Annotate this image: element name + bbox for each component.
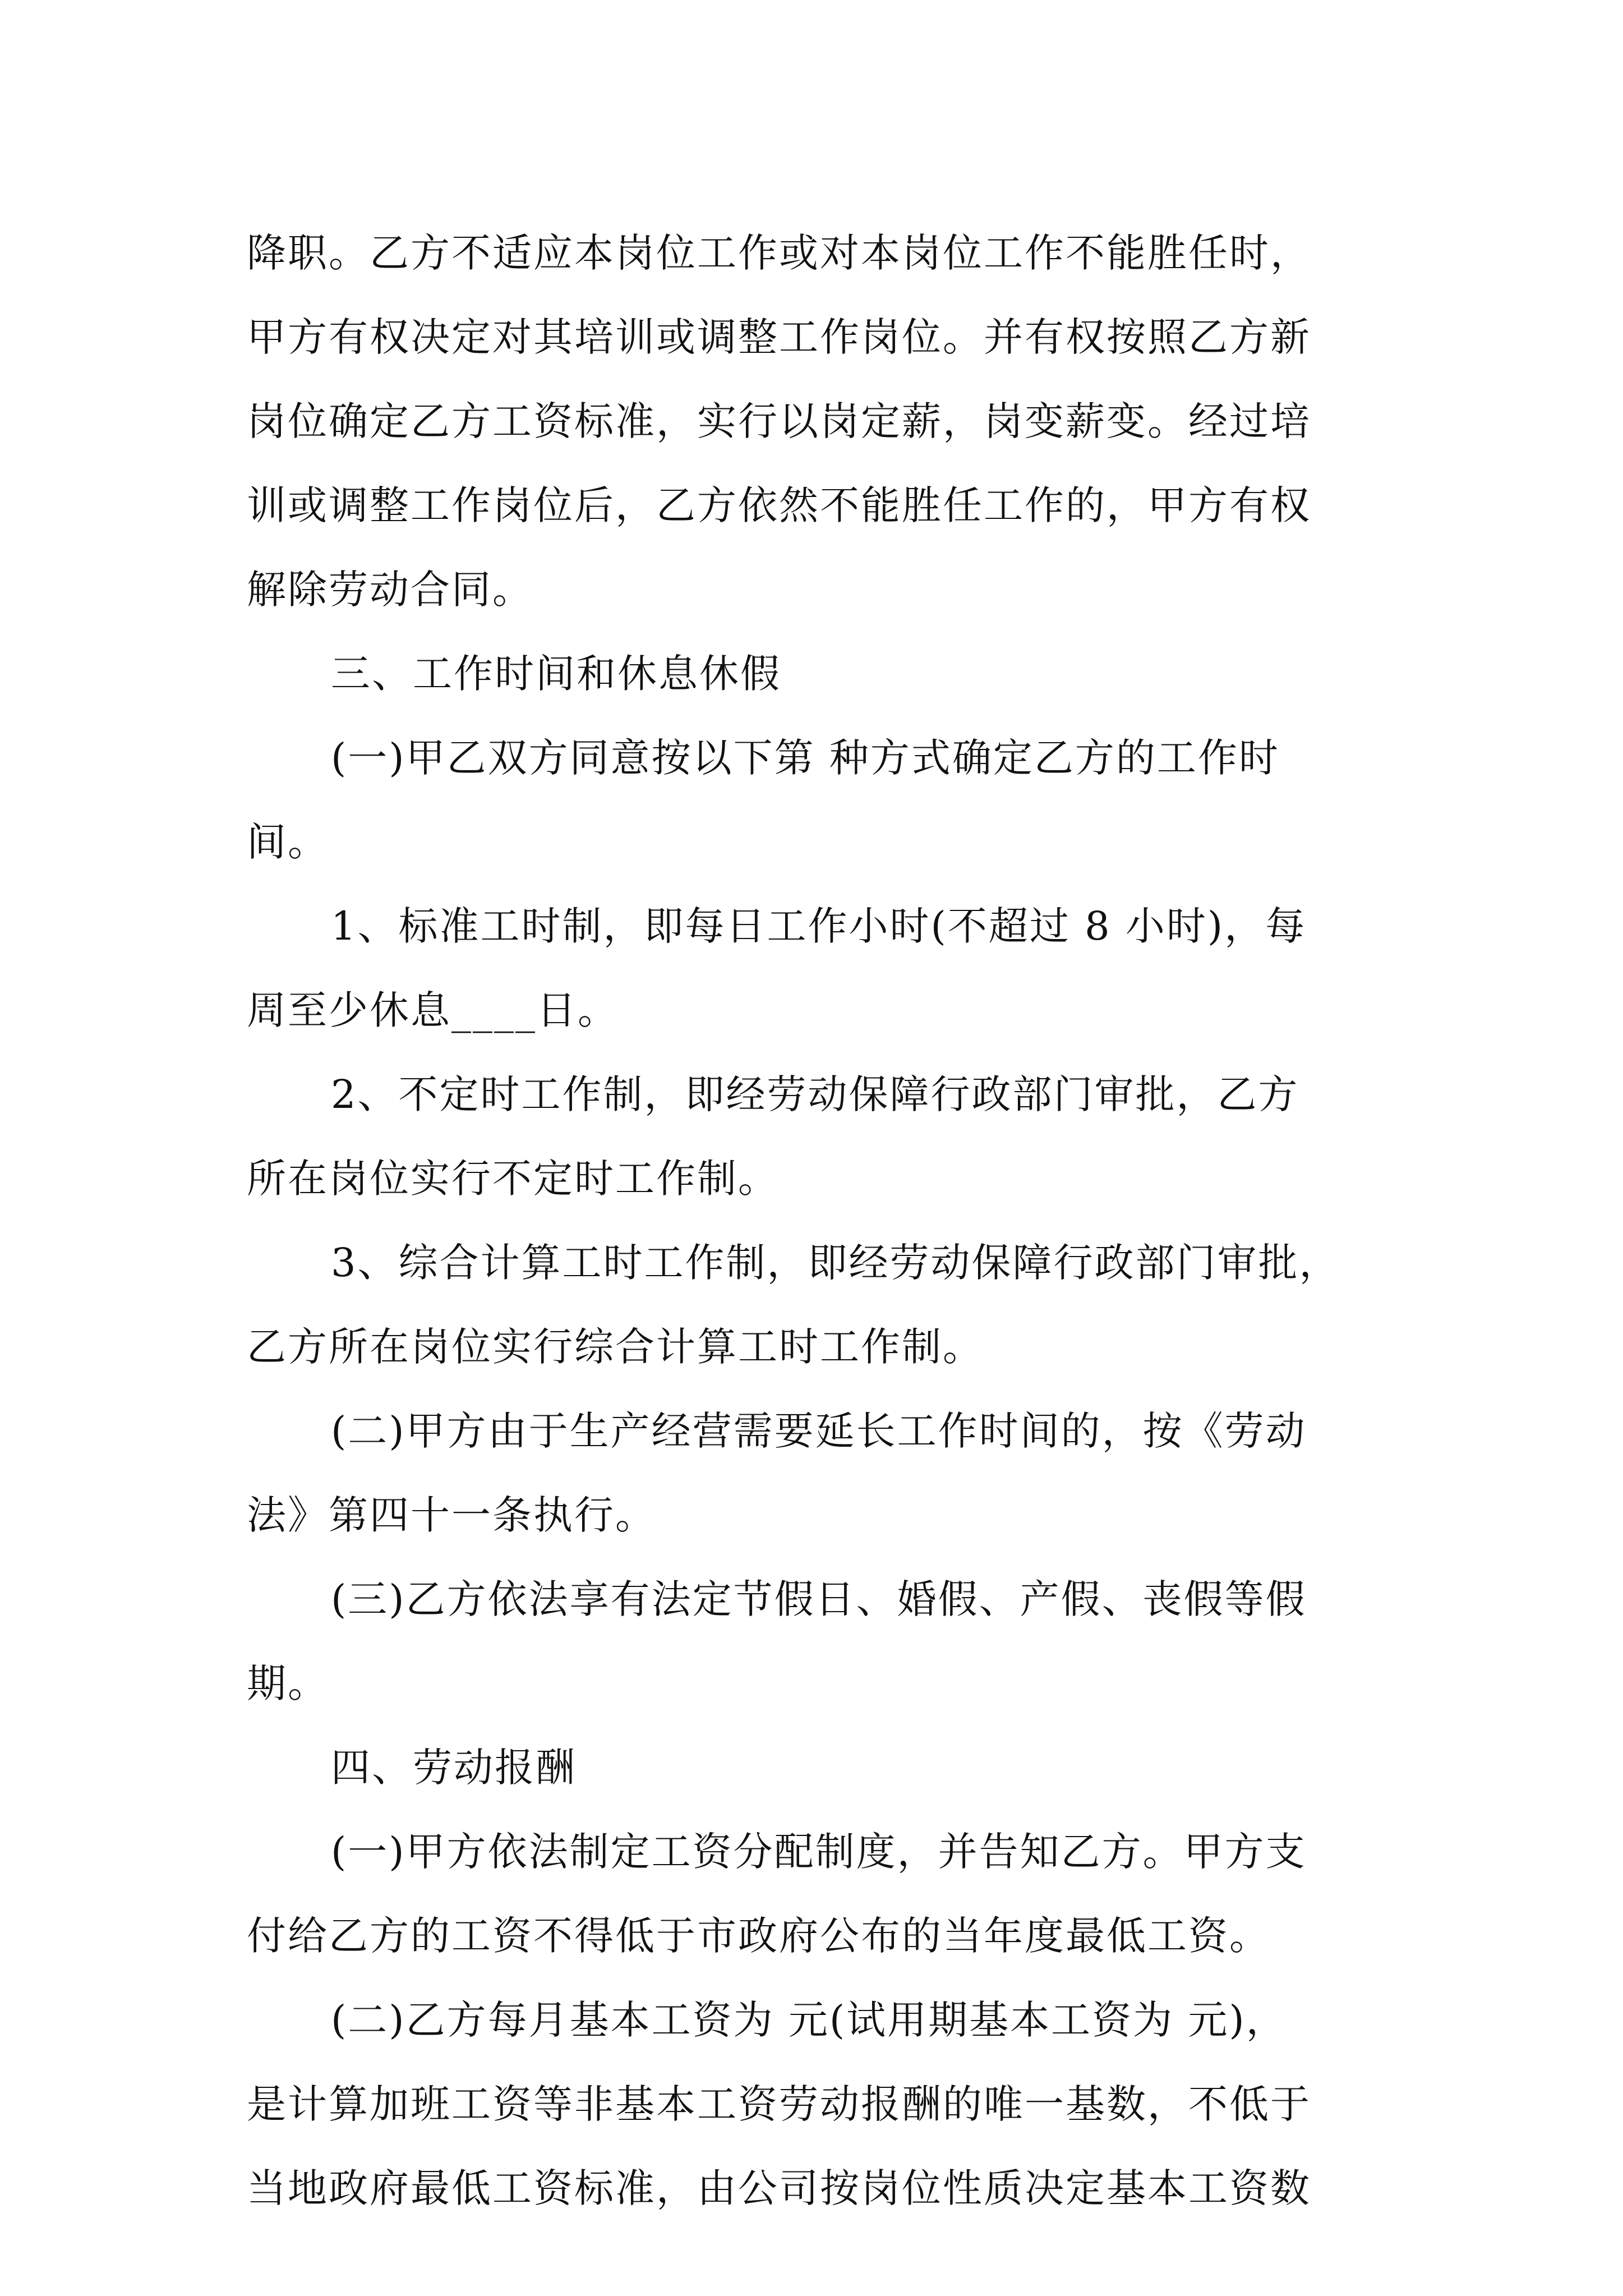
text-line: 法》第四十一条执行。	[247, 1492, 656, 1538]
text-line: 训或调整工作岗位后，乙方依然不能胜任工作的，甲方有权	[247, 482, 1311, 528]
text-line: 付给乙方的工资不得低于市政府公布的当年度最低工资。	[247, 1913, 1270, 1959]
text-line: 2、不定时工作制，即经劳动保障行政部门审批，乙方	[331, 1071, 1299, 1117]
text-line: (三)乙方依法享有法定节假日、婚假、产假、丧假等假	[331, 1576, 1307, 1622]
text-line: 期。	[247, 1660, 329, 1706]
text-line: (二)乙方每月基本工资为 元(试用期基本工资为 元)，	[331, 1997, 1287, 2043]
text-line: 是计算加班工资等非基本工资劳动报酬的唯一基数，不低于	[247, 2081, 1311, 2127]
text-line: 周至少休息____日。	[247, 987, 619, 1033]
section-heading: 三、工作时间和休息休假	[331, 651, 781, 697]
text-line: 3、综合计算工时工作制，即经劳动保障行政部门审批，	[331, 1240, 1340, 1286]
text-line: 1、标准工时制，即每日工作小时(不超过 8 小时)，每	[331, 903, 1307, 949]
text-line: 间。	[247, 819, 329, 865]
text-line: 当地政府最低工资标准，由公司按岗位性质决定基本工资数	[247, 2165, 1311, 2211]
text-line: 解除劳动合同。	[247, 567, 533, 613]
text-line: 降职。乙方不适应本岗位工作或对本岗位工作不能胜任时，	[247, 230, 1311, 276]
section-heading: 四、劳动报酬	[331, 1745, 577, 1791]
text-line: 甲方有权决定对其培训或调整工作岗位。并有权按照乙方新	[247, 314, 1311, 360]
text-line: (一)甲方依法制定工资分配制度，并告知乙方。甲方支	[331, 1829, 1307, 1875]
text-line: 岗位确定乙方工资标准，实行以岗定薪，岗变薪变。经过培	[247, 398, 1311, 444]
text-line: 乙方所在岗位实行综合计算工时工作制。	[247, 1324, 984, 1370]
text-line: (一)甲乙双方同意按以下第 种方式确定乙方的工作时	[331, 735, 1280, 781]
text-line: (二)甲方由于生产经营需要延长工作时间的，按《劳动	[331, 1408, 1307, 1454]
text-line: 所在岗位实行不定时工作制。	[247, 1156, 779, 1202]
